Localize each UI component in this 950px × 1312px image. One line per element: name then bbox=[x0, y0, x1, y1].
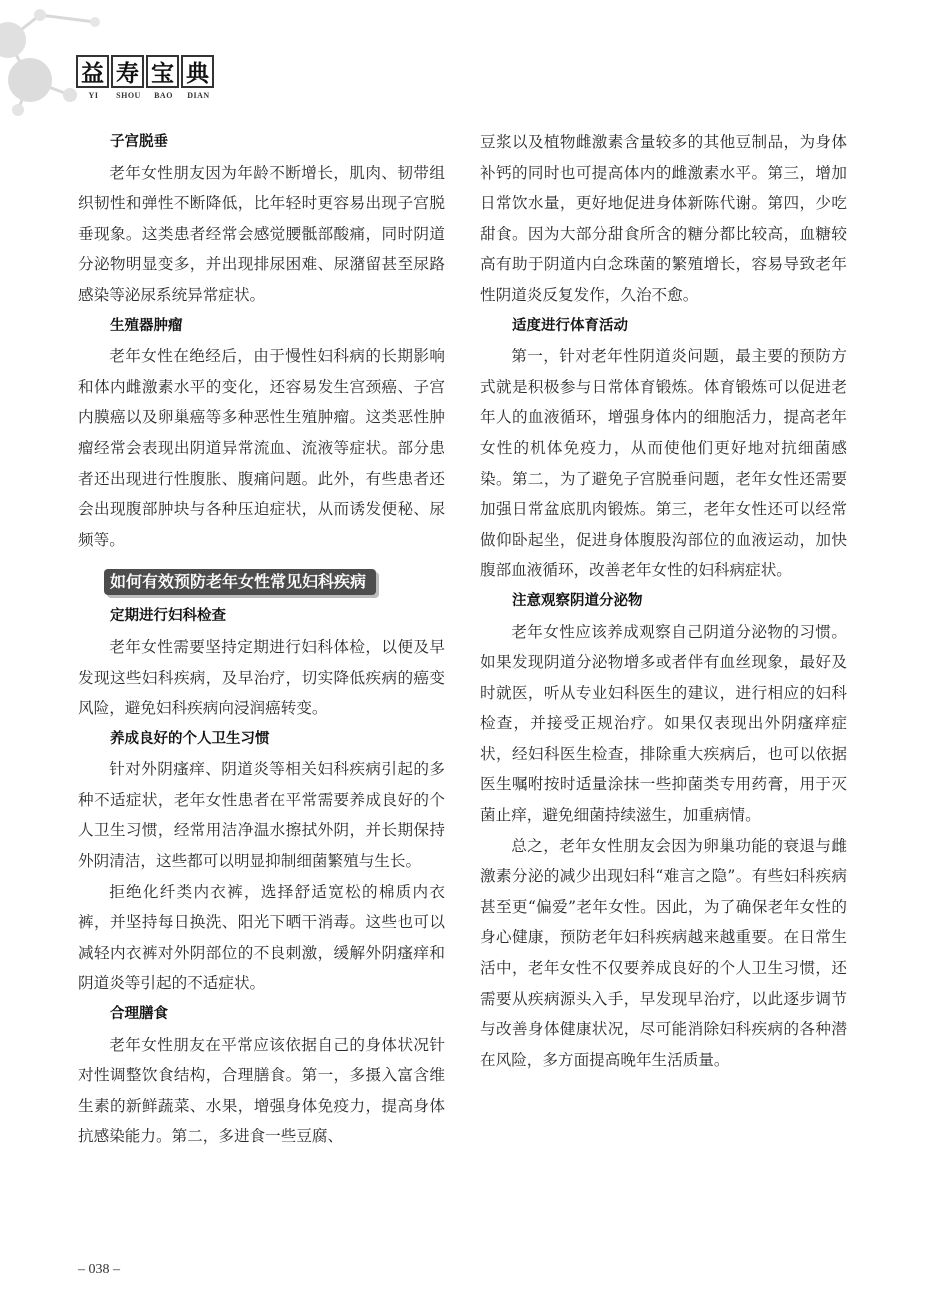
logo-char: 寿 bbox=[111, 55, 144, 88]
paragraph-diet-continued: 豆浆以及植物雌激素含量较多的其他豆制品，为身体补钙的同时也可提高体内的雌激素水平。第三，增加日常饮水量，更好地促进身体新陈代谢。第四，少吃甜食。因为大部分甜食所含的糖分都比较高，血糖较高有助于阴道内白念珠菌的繁殖增长，容易导致老年性阴道炎反复发作，久治不愈。 bbox=[480, 133, 847, 304]
page-number: – 038 – bbox=[78, 1262, 120, 1277]
paragraph-hygiene-1: 针对外阴瘙痒、阴道炎等相关妇科疾病引起的多种不适症状，老年女性患者在平常需要养成良好的个人卫生习惯，经常用洁净温水擦拭外阴，并长期保持外阴清洁，这些都可以明显抑制细菌繁殖与生长。 bbox=[78, 760, 445, 871]
logo-char: 宝 bbox=[146, 55, 179, 88]
section-title: 如何有效预防老年女性常见妇科疾病 bbox=[104, 569, 376, 595]
paragraph-hygiene-2: 拒绝化纤类内衣裤，选择舒适宽松的棉质内衣裤，并坚持每日换洗、阳光下晒干消毒。这些也可以减轻内衣裤对外阴部位的不良刺激，缓解外阴瘙痒和阴道炎等引起的不适症状。 bbox=[78, 882, 445, 993]
left-column bbox=[78, 127, 445, 1152]
paragraph-prolapse: 老年女性朋友因为年龄不断增长，肌肉、韧带组织韧性和弹性不断降低，比年轻时更容易出现子宫脱垂现象。这类患者经常会感觉腰骶部酸痛，同时阴道分泌物明显变多，并出现排尿困难、尿潴留甚至尿路感染等泌尿系统异常症状。 bbox=[78, 163, 445, 304]
logo-pinyin: DIAN bbox=[187, 91, 210, 100]
subheading-prolapse: 子宫脱垂 bbox=[110, 134, 168, 150]
logo-pinyin: SHOU bbox=[116, 91, 141, 100]
paragraph-diet: 老年女性朋友在平常应该依据自己的身体状况针对性调整饮食结构，合理膳食。第一，多摄入富含维生素的新鲜蔬菜、水果，增强身体免疫力，提高身体抗感染能力。第二，多进食一些豆腐、 bbox=[78, 1035, 445, 1146]
subheading-exercise: 适度进行体育活动 bbox=[512, 317, 628, 334]
right-column bbox=[480, 127, 847, 1075]
logo-char: 典 bbox=[181, 55, 214, 88]
subheading-checkup: 定期进行妇科检查 bbox=[110, 608, 226, 625]
paragraph-tumor: 老年女性在绝经后，由于慢性妇科病的长期影响和体内雌激素水平的变化，还容易发生宫颈癌、子宫内膜癌以及卵巢癌等多种恶性生殖肿瘤。这类恶性肿瘤经常会表现出阴道异常流血、流液等症状。部分患者还出现进行性腹胀、腹痛问题。此外，有些患者还会出现腹部肿块与各种压迫症状，从而诱发便秘、尿频等。 bbox=[78, 347, 445, 549]
paragraph-exercise: 第一，针对老年性阴道炎问题，最主要的预防方式就是积极参与日常体育锻炼。体育锻炼可以促进老年人的血液循环，增强身体内的细胞活力，提高老年女性的机体免疫力，从而使他们更好地对抗细菌感染。第二，为了避免子宫脱垂问题，老年女性还需要加强日常盆底肌肉锻炼。第三，老年女性还可以经常做仰卧起坐，促进身体腹股沟部位的血液运动，加快腹部血液循环，改善老年女性的妇科病症状。 bbox=[480, 347, 847, 580]
subheading-hygiene: 养成良好的个人卫生习惯 bbox=[110, 730, 270, 747]
logo-pinyin: YI bbox=[88, 91, 99, 100]
subheading-tumor: 生殖器肿瘤 bbox=[110, 317, 183, 334]
subheading-diet: 合理膳食 bbox=[110, 1006, 168, 1023]
paragraph-summary: 总之，老年女性朋友会因为卵巢功能的衰退与雌激素分泌的减少出现妇科“难言之隐”。有些妇科疾病甚至更“偏爱”老年女性。因此，为了确保老年女性的身心健康，预防老年妇科疾病越来越重要。在日常生活中，老年女性不仅要养成良好的个人卫生习惯，还需要从疾病源头入手，早发现早治疗，以此逐步调节与改善身体健康状况，尽可能消除妇科疾病的各种潜在风险，多方面提高晚年生活质量。 bbox=[480, 836, 847, 1069]
magazine-logo bbox=[76, 55, 226, 100]
logo-pinyin: BAO bbox=[154, 91, 173, 100]
subheading-observe: 注意观察阴道分泌物 bbox=[512, 592, 643, 609]
paragraph-observe: 老年女性应该养成观察自己阴道分泌物的习惯。如果发现阴道分泌物增多或者伴有血丝现象，最好及时就医，听从专业妇科医生的建议，进行相应的妇科检查，并接受正规治疗。如果仅表现出外阴瘙痒症状，经妇科医生检查，排除重大疾病后，也可以依据医生嘱咐按时适量涂抹一些抑菌类专用药膏，用于灭菌止痒，避免细菌持续滋生，加重病情。 bbox=[480, 622, 847, 825]
logo-char: 益 bbox=[76, 55, 109, 88]
paragraph-checkup: 老年女性需要坚持定期进行妇科体检，以便及早发现这些妇科疾病，及早治疗，切实降低疾病的癌变风险，避免妇科疾病向浸润癌转变。 bbox=[78, 637, 445, 718]
